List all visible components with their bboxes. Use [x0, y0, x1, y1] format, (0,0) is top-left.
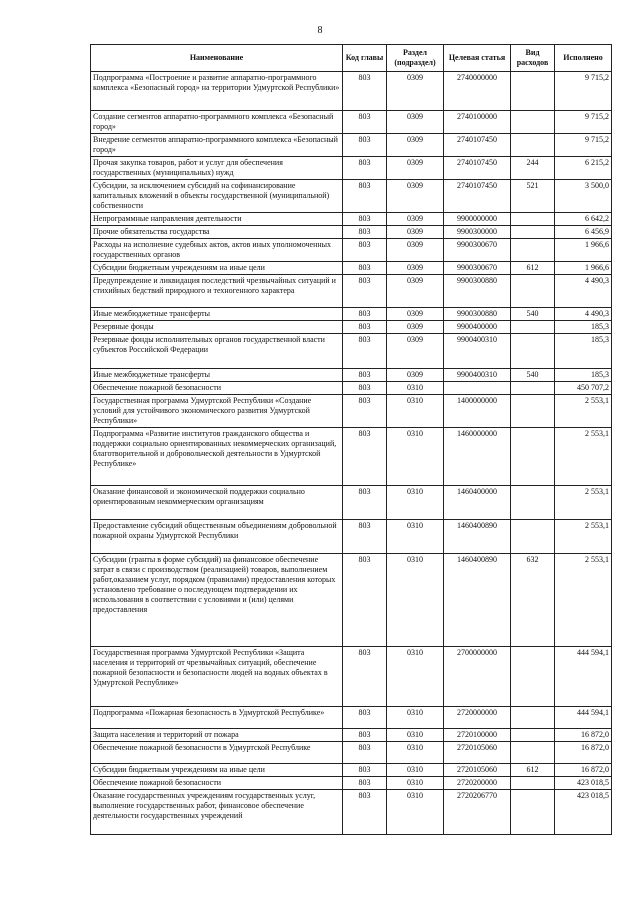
cell-vid: 632 — [511, 554, 555, 647]
cell-kod: 803 — [343, 262, 387, 275]
cell-razdel: 0310 — [387, 764, 444, 777]
cell-name: Иные межбюджетные трансферты — [91, 308, 343, 321]
cell-vid — [511, 382, 555, 395]
cell-isp: 423 018,5 — [555, 790, 612, 835]
cell-name: Непрограммные направления деятельности — [91, 213, 343, 226]
table-row — [91, 239, 612, 262]
table-row — [91, 275, 612, 308]
cell-cel: 2720206770 — [444, 790, 511, 835]
table-body — [91, 72, 612, 835]
table-row — [91, 334, 612, 369]
cell-kod: 803 — [343, 382, 387, 395]
cell-cel: 9900000000 — [444, 213, 511, 226]
cell-vid — [511, 395, 555, 428]
cell-cel: 2720105060 — [444, 742, 511, 764]
cell-kod: 803 — [343, 369, 387, 382]
cell-kod: 803 — [343, 72, 387, 111]
cell-kod: 803 — [343, 213, 387, 226]
cell-isp: 423 018,5 — [555, 777, 612, 790]
cell-razdel: 0309 — [387, 262, 444, 275]
cell-vid: 612 — [511, 262, 555, 275]
cell-name: Субсидии бюджетным учреждениям на иные цели — [91, 764, 343, 777]
cell-cel: 2720100000 — [444, 729, 511, 742]
cell-razdel: 0310 — [387, 554, 444, 647]
cell-isp: 1 966,6 — [555, 262, 612, 275]
cell-isp: 1 966,6 — [555, 239, 612, 262]
cell-vid — [511, 707, 555, 729]
cell-cel: 2720000000 — [444, 707, 511, 729]
cell-razdel: 0309 — [387, 275, 444, 308]
table-row — [91, 382, 612, 395]
cell-razdel: 0309 — [387, 72, 444, 111]
cell-name: Обеспечение пожарной безопасности — [91, 777, 343, 790]
cell-razdel: 0309 — [387, 111, 444, 134]
cell-kod: 803 — [343, 486, 387, 520]
cell-vid — [511, 226, 555, 239]
cell-cel: 1460400000 — [444, 486, 511, 520]
cell-isp: 16 872,0 — [555, 742, 612, 764]
cell-cel: 1460000000 — [444, 428, 511, 486]
cell-name: Субсидии (гранты в форме субсидий) на финансовое обеспечение затрат в связи с производством (реализацией) товаров, выполнением работ,оказанием услуг, порядком (правилами) предоставления которых установлено требование о последующем подтверждении их использования в соответствии с условиями и (или) целями предоставления — [91, 554, 343, 647]
cell-razdel: 0310 — [387, 520, 444, 554]
table-row — [91, 157, 612, 180]
cell-razdel: 0309 — [387, 226, 444, 239]
table-row — [91, 213, 612, 226]
cell-vid — [511, 520, 555, 554]
cell-kod: 803 — [343, 275, 387, 308]
cell-vid: 540 — [511, 308, 555, 321]
cell-razdel: 0309 — [387, 239, 444, 262]
cell-kod: 803 — [343, 226, 387, 239]
cell-isp: 185,3 — [555, 369, 612, 382]
cell-kod: 803 — [343, 554, 387, 647]
cell-kod: 803 — [343, 134, 387, 157]
cell-name: Резервные фонды — [91, 321, 343, 334]
cell-name: Государственная программа Удмуртской Республики «Защита населения и территорий от чрезвычайных ситуаций, обеспечение пожарной безопасности и безопасности людей на водных объектах в Удмуртской Республике» — [91, 647, 343, 707]
cell-vid — [511, 213, 555, 226]
cell-isp: 4 490,3 — [555, 275, 612, 308]
cell-vid — [511, 428, 555, 486]
cell-vid — [511, 729, 555, 742]
table-row — [91, 647, 612, 707]
cell-razdel: 0310 — [387, 382, 444, 395]
cell-name: Прочая закупка товаров, работ и услуг для обеспечения государственных (муниципальных) нужд — [91, 157, 343, 180]
table-row — [91, 134, 612, 157]
table-row — [91, 777, 612, 790]
cell-razdel: 0309 — [387, 157, 444, 180]
cell-razdel: 0310 — [387, 777, 444, 790]
cell-isp: 450 707,2 — [555, 382, 612, 395]
cell-vid: 244 — [511, 157, 555, 180]
cell-cel: 2720105060 — [444, 764, 511, 777]
header-celevaya: Целевая статья — [444, 45, 511, 72]
cell-kod: 803 — [343, 764, 387, 777]
cell-kod: 803 — [343, 157, 387, 180]
cell-kod: 803 — [343, 111, 387, 134]
cell-isp: 2 553,1 — [555, 486, 612, 520]
cell-cel: 2740107450 — [444, 157, 511, 180]
cell-name: Подпрограмма «Построение и развитие аппаратно-программного комплекса «Безопасный город» на территории Удмуртской Республики» — [91, 72, 343, 111]
table-row — [91, 764, 612, 777]
cell-name: Субсидии, за исключением субсидий на софинансирование капитальных вложений в объекты государственной (муниципальной) собственности — [91, 180, 343, 213]
cell-isp: 185,3 — [555, 334, 612, 369]
cell-razdel: 0310 — [387, 707, 444, 729]
cell-isp: 6 456,9 — [555, 226, 612, 239]
table-row — [91, 226, 612, 239]
cell-vid — [511, 742, 555, 764]
cell-cel: 2720200000 — [444, 777, 511, 790]
cell-kod: 803 — [343, 180, 387, 213]
cell-cel: 9900400310 — [444, 334, 511, 369]
cell-razdel: 0309 — [387, 334, 444, 369]
cell-vid — [511, 134, 555, 157]
cell-name: Подпрограмма «Пожарная безопасность в Удмуртской Республике» — [91, 707, 343, 729]
cell-kod: 803 — [343, 308, 387, 321]
header-vid: Вид расходов — [511, 45, 555, 72]
cell-kod: 803 — [343, 321, 387, 334]
cell-cel: 2740000000 — [444, 72, 511, 111]
cell-isp: 6 215,2 — [555, 157, 612, 180]
cell-name: Внедрение сегментов аппаратно-программного комплекса «Безопасный город» — [91, 134, 343, 157]
cell-isp: 9 715,2 — [555, 134, 612, 157]
cell-isp: 444 594,1 — [555, 647, 612, 707]
table-row — [91, 428, 612, 486]
cell-isp: 444 594,1 — [555, 707, 612, 729]
cell-name: Оказание финансовой и экономической поддержки социально ориентированным некоммерческим организациям — [91, 486, 343, 520]
cell-kod: 803 — [343, 239, 387, 262]
cell-isp: 6 642,2 — [555, 213, 612, 226]
table-row — [91, 729, 612, 742]
cell-cel: 1460400890 — [444, 520, 511, 554]
cell-vid — [511, 239, 555, 262]
cell-razdel: 0309 — [387, 321, 444, 334]
cell-name: Оказание государственных учреждениям государственных услуг, выполнение государственных работ, финансовое обеспечение деятельности государственных учреждений — [91, 790, 343, 835]
cell-kod: 803 — [343, 777, 387, 790]
cell-cel: 9900300000 — [444, 226, 511, 239]
cell-razdel: 0309 — [387, 180, 444, 213]
cell-vid — [511, 111, 555, 134]
cell-name: Обеспечение пожарной безопасности в Удмуртской Республике — [91, 742, 343, 764]
table-row — [91, 308, 612, 321]
table-row — [91, 395, 612, 428]
table-row — [91, 707, 612, 729]
cell-cel: 2740107450 — [444, 180, 511, 213]
cell-kod: 803 — [343, 707, 387, 729]
table-row — [91, 180, 612, 213]
cell-isp: 2 553,1 — [555, 428, 612, 486]
cell-kod: 803 — [343, 729, 387, 742]
cell-cel: 2740107450 — [444, 134, 511, 157]
page-number: 8 — [317, 25, 323, 36]
budget-table — [90, 44, 612, 835]
cell-isp: 16 872,0 — [555, 764, 612, 777]
cell-name: Предоставление субсидий общественным объединениям добровольной пожарной охраны Удмуртской Республики — [91, 520, 343, 554]
table-row — [91, 742, 612, 764]
cell-name: Иные межбюджетные трансферты — [91, 369, 343, 382]
cell-isp: 9 715,2 — [555, 111, 612, 134]
cell-vid — [511, 275, 555, 308]
cell-cel: 9900400310 — [444, 369, 511, 382]
table-row — [91, 262, 612, 275]
table-row — [91, 369, 612, 382]
cell-razdel: 0310 — [387, 486, 444, 520]
header-name: Наименование — [91, 45, 343, 72]
cell-cel: 1400000000 — [444, 395, 511, 428]
cell-cel: 9900300670 — [444, 262, 511, 275]
header-kod: Код главы — [343, 45, 387, 72]
table-row — [91, 72, 612, 111]
cell-name: Государственная программа Удмуртской Республики «Создание условий для устойчивого экономического развития Удмуртской Республики» — [91, 395, 343, 428]
cell-vid — [511, 790, 555, 835]
cell-razdel: 0310 — [387, 647, 444, 707]
cell-isp: 2 553,1 — [555, 520, 612, 554]
cell-name: Защита населения и территорий от пожара — [91, 729, 343, 742]
cell-kod: 803 — [343, 520, 387, 554]
cell-razdel: 0310 — [387, 729, 444, 742]
cell-razdel: 0309 — [387, 134, 444, 157]
cell-vid — [511, 777, 555, 790]
cell-isp: 3 500,0 — [555, 180, 612, 213]
cell-vid — [511, 647, 555, 707]
cell-vid: 540 — [511, 369, 555, 382]
cell-kod: 803 — [343, 428, 387, 486]
cell-kod: 803 — [343, 790, 387, 835]
table-header-row — [91, 45, 612, 72]
cell-cel: 1460400890 — [444, 554, 511, 647]
table-row — [91, 321, 612, 334]
table-row — [91, 111, 612, 134]
cell-cel: 9900300880 — [444, 275, 511, 308]
cell-kod: 803 — [343, 334, 387, 369]
cell-name: Предупреждение и ликвидация последствий чрезвычайных ситуаций и стихийных бедствий природного и техногенного характера — [91, 275, 343, 308]
cell-isp: 4 490,3 — [555, 308, 612, 321]
cell-kod: 803 — [343, 395, 387, 428]
cell-vid — [511, 486, 555, 520]
table-row — [91, 486, 612, 520]
cell-razdel: 0309 — [387, 308, 444, 321]
header-ispolneno: Исполнено — [555, 45, 612, 72]
cell-name: Расходы на исполнение судебных актов, актов иных уполномоченных государственных органов — [91, 239, 343, 262]
cell-razdel: 0309 — [387, 369, 444, 382]
table-row — [91, 790, 612, 835]
cell-isp: 9 715,2 — [555, 72, 612, 111]
cell-name: Резервные фонды исполнительных органов государственной власти субъектов Российской Федерации — [91, 334, 343, 369]
cell-name: Обеспечение пожарной безопасности — [91, 382, 343, 395]
cell-isp: 2 553,1 — [555, 395, 612, 428]
cell-vid — [511, 334, 555, 369]
cell-isp: 16 872,0 — [555, 729, 612, 742]
cell-cel — [444, 382, 511, 395]
cell-razdel: 0310 — [387, 428, 444, 486]
cell-name: Субсидии бюджетным учреждениям на иные цели — [91, 262, 343, 275]
cell-razdel: 0310 — [387, 742, 444, 764]
header-razdel: Раздел (подраздел) — [387, 45, 444, 72]
cell-vid — [511, 72, 555, 111]
cell-name: Создание сегментов аппаратно-программного комплекса «Безопасный город» — [91, 111, 343, 134]
cell-razdel: 0310 — [387, 395, 444, 428]
cell-isp: 2 553,1 — [555, 554, 612, 647]
cell-cel: 9900400000 — [444, 321, 511, 334]
cell-kod: 803 — [343, 647, 387, 707]
cell-cel: 9900300670 — [444, 239, 511, 262]
table-row — [91, 554, 612, 647]
cell-cel: 2740100000 — [444, 111, 511, 134]
cell-razdel: 0309 — [387, 213, 444, 226]
cell-razdel: 0310 — [387, 790, 444, 835]
cell-kod: 803 — [343, 742, 387, 764]
cell-cel: 2700000000 — [444, 647, 511, 707]
cell-vid: 521 — [511, 180, 555, 213]
cell-cel: 9900300880 — [444, 308, 511, 321]
cell-name: Прочие обязательства государства — [91, 226, 343, 239]
table-row — [91, 520, 612, 554]
cell-vid — [511, 321, 555, 334]
cell-name: Подпрограмма «Развитие институтов гражданского общества и поддержки социально ориентированных некоммерческих организаций, благотворительной и добровольческой деятельности в Удмуртской Республике» — [91, 428, 343, 486]
cell-isp: 185,3 — [555, 321, 612, 334]
cell-vid: 612 — [511, 764, 555, 777]
